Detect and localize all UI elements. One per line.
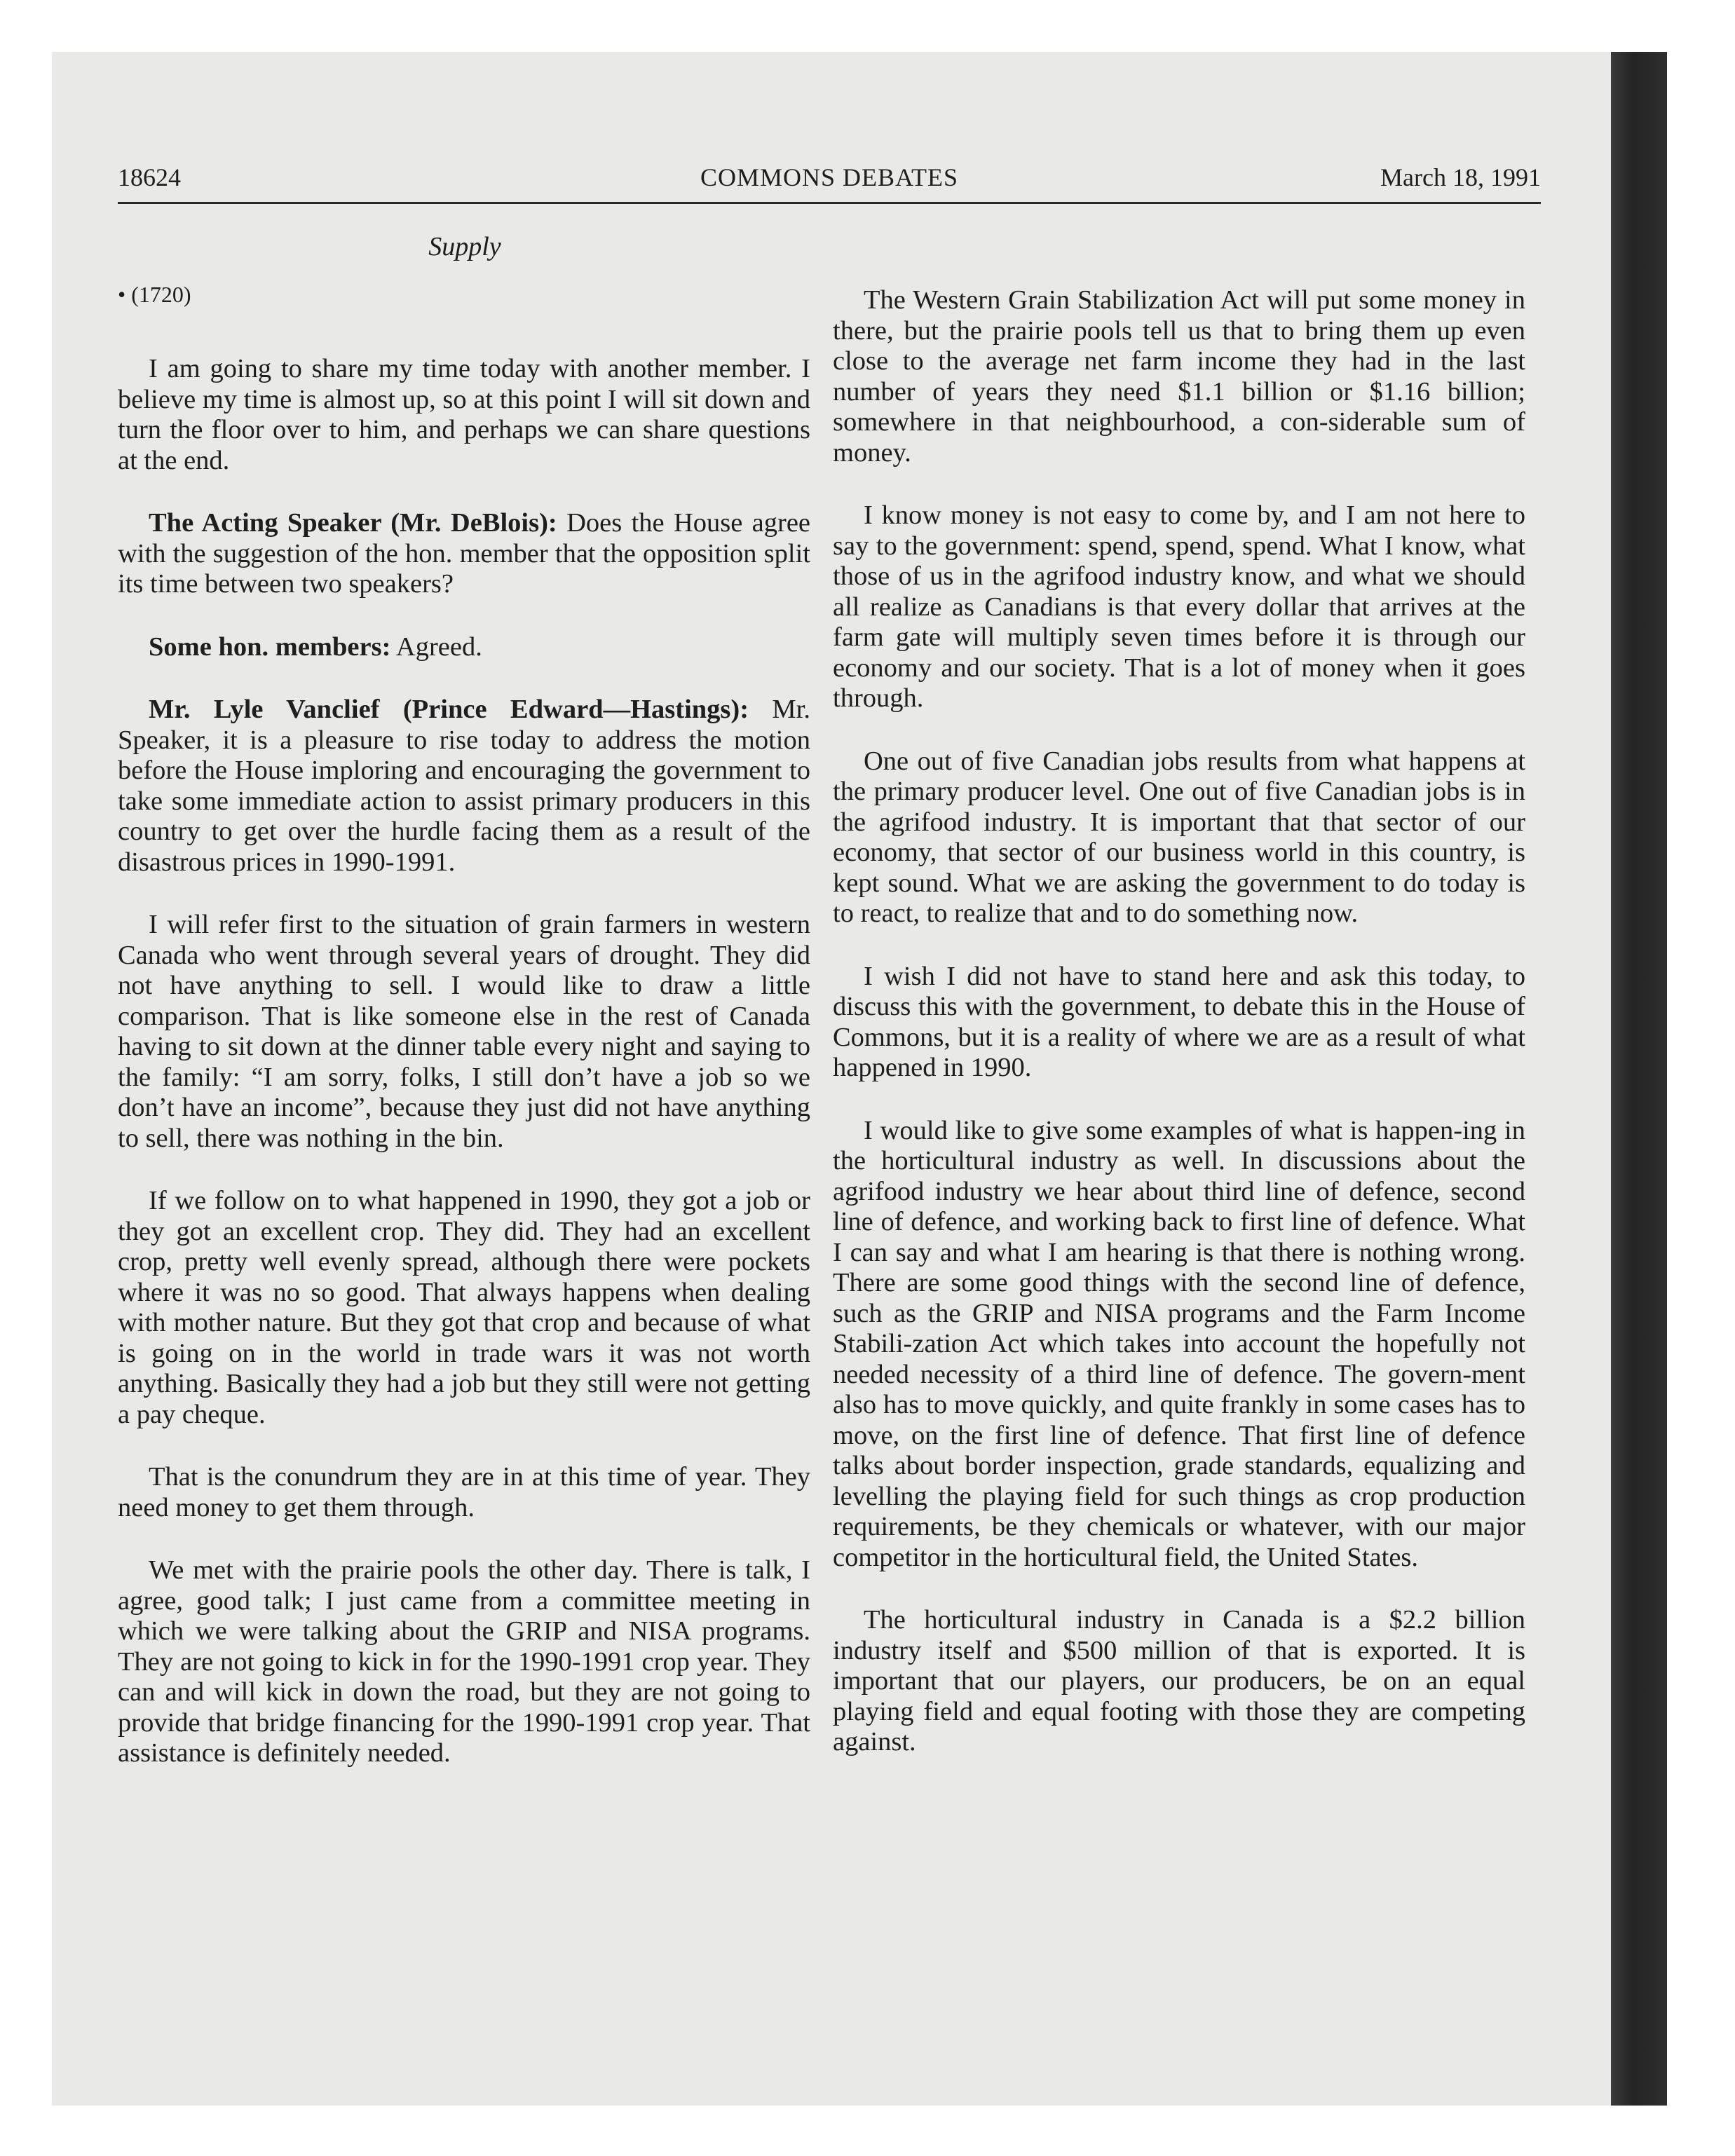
paragraph [118, 354, 810, 476]
paragraph [118, 910, 810, 1154]
paragraph [118, 695, 810, 878]
paragraph-text: Agreed. [390, 632, 482, 662]
paragraph-text: We met with the prairie pools the other day. There is talk, I agree, good talk; I just came from a committee meeting in which we were talking about the GRIP and NISA programs. They are not going to kick in for the 1990-1991 crop year. They can and will kick in down the road, but they are not going to provide that bridge financing for the 1990-1991 crop year. That assistance is definitely needed. [118, 1555, 810, 1768]
paragraph [118, 1186, 810, 1430]
paragraph-text: Does the House agree with the suggestion of the hon. member that the opposition split its time between two speakers? [118, 508, 811, 599]
section-title: Supply [428, 232, 501, 261]
publication-date: March 18, 1991 [1380, 163, 1541, 191]
paragraph [118, 508, 810, 600]
left-column [118, 354, 810, 1801]
paragraph [833, 962, 1525, 1084]
paragraph [118, 1462, 810, 1523]
paragraph [833, 1116, 1525, 1574]
paragraph [833, 500, 1525, 714]
paragraph-text: If we follow on to what happened in 1990, they got a job or they got an excellent crop. They did. They had an excellent crop, pretty well evenly spread, although there were pockets where it was no so good. That always happens when dealing with mother nature. But they got that crop and because of what is going on in the world in trade wars it was not worth anything. Basically they had a job but they still were not getting a pay cheque. [118, 1186, 810, 1429]
binding-shadow [1611, 52, 1667, 2106]
paragraph [833, 746, 1525, 929]
paragraph [833, 1605, 1525, 1758]
publication-title: COMMONS DEBATES [700, 163, 959, 191]
paragraph-text: I wish I did not have to stand here and ask this today, to discuss this with the government, to debate this in the House of Commons, but it is a reality of where we are as a result of what happened in 1990. [833, 961, 1525, 1082]
paragraph-text: I know money is not easy to come by, and I am not here to say to the government: spend, spend, spend. What I know, what those of us in the agrifood industry know, and what we should all realize as Canadians is that every dollar that arrives at the farm gate will multiply seven times before it is through our economy and our society. That is a lot of money when it goes through. [833, 500, 1525, 713]
paragraph-text: That is the conundrum they are in at this time of year. They need money to get them through. [118, 1462, 810, 1522]
paragraph-text: One out of five Canadian jobs results from what happens at the primary producer level. One out of five Canadian jobs is in the agrifood industry. It is important that that sector of our economy, that sector of our business world in this country, is kept sound. What we are asking the government to do today is to react, to realize that and to do something now. [833, 746, 1525, 928]
paragraph [118, 1555, 810, 1769]
right-column [833, 285, 1525, 1790]
speaker-name: Mr. Lyle Vanclief (Prince Edward—Hastings): [149, 695, 749, 724]
speaker-name: The Acting Speaker (Mr. DeBlois): [149, 508, 557, 538]
speaker-name: Some hon. members: [149, 632, 391, 662]
paragraph [118, 632, 810, 663]
time-marker: • (1720) [118, 282, 191, 307]
paragraph-text: I would like to give some examples of what is happen-ing in the horticultural industry as well. In discussions about the agrifood industry we hear about third line of defence, second line of defence, and working back to first line of defence. What I can say and what I am hearing is that there is nothing wrong. There are some good things with the second line of defence, such as the GRIP and NISA programs and the Farm Income Stabili-zation Act which takes into account the hopefully not needed necessity of a third line of defence. The govern-ment also has to move quickly, and quite frankly in some cases has to move, on the first line of defence. That first line of defence talks about border inspection, grade standards, equalizing and levelling the playing field for such things as crop production requirements, be they chemicals or whatever, with our major competitor in the horticultural field, the United States. [833, 1115, 1525, 1572]
paragraph-text: I will refer first to the situation of grain farmers in western Canada who went through several years of drought. They did not have anything to sell. I would like to draw a little comparison. That is like someone else in the rest of Canada having to sit down at the dinner table every night and saying to the family: “I am sorry, folks, I still don’t have a job so we don’t have an income”, because they just did not have anything to sell, there was nothing in the bin. [118, 910, 810, 1153]
paragraph-text: I am going to share my time today with another member. I believe my time is almost up, so at this point I will sit down and turn the floor over to him, and perhaps we can share questions at the end. [118, 354, 810, 475]
paragraph [833, 285, 1525, 468]
page-header [118, 156, 1541, 198]
page-number: 18624 [118, 163, 181, 191]
paragraph-text: Mr. Speaker, it is a pleasure to rise today to address the motion before the House imploring and encouraging the government to take some immediate action to assist primary producers in this country to get over the hurdle facing them as a result of the disastrous prices in 1990-1991. [118, 695, 810, 877]
paragraph-text: The Western Grain Stabilization Act will put some money in there, but the prairie pools tell us that to bring them up even close to the average net farm income they had in the last number of years they need $1.1 billion or $1.16 billion; somewhere in that neighbourhood, a con-siderable sum of money. [833, 285, 1525, 468]
paragraph-text: The horticultural industry in Canada is a $2.2 billion industry itself and $500 million of that is exported. It is important that our players, our producers, be on an equal playing field and equal footing with those they are competing against. [833, 1605, 1525, 1756]
header-rule [118, 202, 1541, 204]
